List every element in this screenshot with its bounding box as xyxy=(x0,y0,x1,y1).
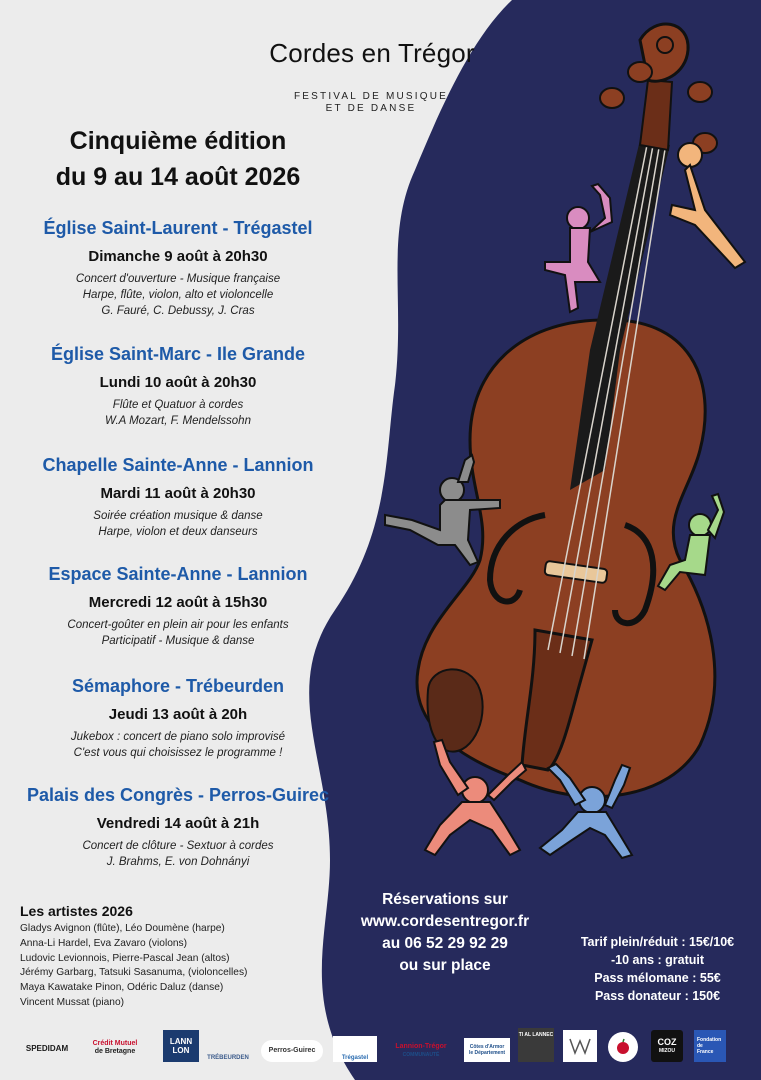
venue-name: Espace Sainte-Anne - Lannion xyxy=(48,564,308,584)
concert-date: Lundi 10 août à 20h30 xyxy=(99,374,257,391)
tregastel-logo xyxy=(333,1036,377,1062)
edition-dates: du 9 au 14 août 2026 xyxy=(55,163,301,191)
price-line: Tarif plein/réduit : 15€/10€ xyxy=(580,935,735,949)
price-line: -10 ans : gratuit xyxy=(610,953,705,967)
artist-line: Anna-Li Hardel, Eva Zavaro (violons) xyxy=(20,937,188,949)
concert-date: Jeudi 13 août à 20h xyxy=(108,706,248,723)
peg xyxy=(600,88,624,108)
lannion-tregor-label: Lannion-Trégor xyxy=(395,1043,447,1050)
festival-subtitle-line: FESTIVAL DE MUSIQUE xyxy=(293,91,449,102)
edition-heading: Cinquième édition xyxy=(69,127,287,155)
artist-line: Vincent Mussat (piano) xyxy=(20,996,125,1008)
concert-description: Flûte et Quatuor à cordes xyxy=(112,399,244,411)
monogram-icon xyxy=(568,1037,592,1055)
cotes-armor-label: le Département xyxy=(468,1050,506,1056)
lannion-logo xyxy=(163,1030,199,1062)
spedidam-label: SPEDIDAM xyxy=(25,1044,69,1053)
lannion-label: LON xyxy=(172,1046,190,1055)
concert-block xyxy=(10,217,346,319)
cotes-armor-logo xyxy=(464,1038,510,1062)
concert-date: Mardi 11 août à 20h30 xyxy=(100,485,256,502)
artist-line: Ludovic Levionnois, Pierre-Pascal Jean (altos) xyxy=(20,952,230,964)
concert-description: Participatif - Musique & danse xyxy=(101,635,255,647)
partner-round-logo xyxy=(608,1032,638,1062)
coz-mizou-label: COZ xyxy=(657,1037,677,1047)
lannion-tregor-label: COMMUNAUTÉ xyxy=(402,1052,440,1058)
concert-description: J. Brahms, E. von Dohnányi xyxy=(106,856,250,868)
ti-al-lannec-label: TI AL LANNEC xyxy=(518,1032,554,1038)
venue-name: Sémaphore - Trébeurden xyxy=(71,676,285,696)
concert-description: G. Fauré, C. Debussy, J. Cras xyxy=(101,305,255,317)
concert-block xyxy=(10,784,346,870)
artist-line: Maya Kawatake Pinon, Odéric Daluz (danse) xyxy=(20,982,224,994)
partner-monogram-logo xyxy=(563,1030,597,1062)
peg xyxy=(628,62,652,82)
concert-description: Concert d'ouverture - Musique française xyxy=(75,273,281,285)
sponsor-logos xyxy=(0,1022,761,1072)
concert-description: Soirée création musique & danse xyxy=(93,510,263,522)
tregastel-label: Trégastel xyxy=(341,1055,369,1061)
fondation-label: France xyxy=(697,1049,714,1055)
reservations-onsite: ou sur place xyxy=(399,957,491,974)
concert-description: Concert de clôture - Sextuor à cordes xyxy=(82,840,274,852)
venue-name: Chapelle Sainte-Anne - Lannion xyxy=(42,455,314,475)
credit-mutuel-logo xyxy=(84,1034,146,1062)
artists-section xyxy=(20,903,320,1011)
cotes-armor-label: Côtes d'Armor xyxy=(469,1044,505,1050)
trebeurden-logo xyxy=(208,1030,248,1062)
lannion-label: LANN xyxy=(169,1037,193,1046)
credit-mutuel-label: de Bretagne xyxy=(94,1048,136,1055)
phone-number[interactable]: au 06 52 29 92 29 xyxy=(382,935,508,952)
perros-label: Perros-Guirec xyxy=(268,1047,316,1054)
artist-line: Gladys Avignon (flûte), Léo Doumène (harpe) xyxy=(20,923,225,934)
venue-name: Église Saint-Laurent - Trégastel xyxy=(43,218,313,238)
concert-block xyxy=(10,563,346,649)
concert-block xyxy=(10,454,346,540)
concert-date: Mercredi 12 août à 15h30 xyxy=(88,594,268,611)
perros-guirec-logo xyxy=(261,1040,323,1062)
price-line: Pass mélomane : 55€ xyxy=(594,971,721,985)
peg xyxy=(688,82,712,102)
coz-mizou-label: MIZOU xyxy=(658,1048,676,1054)
concert-description: W.A Mozart, F. Mendelssohn xyxy=(105,415,251,427)
concert-description: Harpe, flûte, violon, alto et violoncelle xyxy=(82,289,274,301)
festival-subtitle-line: ET DE DANSE xyxy=(325,103,417,114)
concert-block xyxy=(10,675,346,761)
ti-al-lannec-logo xyxy=(518,1028,554,1062)
price-line: Pass donateur : 150€ xyxy=(594,989,721,1003)
fondation-label: de xyxy=(697,1043,703,1049)
fondation-de-france-logo xyxy=(694,1030,726,1062)
fondation-label: Fondation xyxy=(697,1037,722,1043)
spedidam-logo xyxy=(20,1036,74,1062)
reservations-block xyxy=(335,889,555,977)
apple-icon xyxy=(614,1038,632,1056)
festival-logo-subtitle xyxy=(292,91,450,115)
concert-date: Vendredi 14 août à 21h xyxy=(96,815,260,832)
concert-description: Jukebox : concert de piano solo improvisé xyxy=(70,731,286,743)
venue-name: Palais des Congrès - Perros-Guirec xyxy=(26,785,330,805)
concert-description: Concert-goûter en plein air pour les enfants xyxy=(67,619,289,631)
trebeurden-label: TRÉBEURDEN xyxy=(207,1055,249,1061)
concert-description: Harpe, violon et deux danseurs xyxy=(98,526,258,538)
concert-block xyxy=(10,343,346,429)
pricing-block xyxy=(565,933,750,1005)
reservations-title: Réservations sur xyxy=(382,891,508,908)
festival-logo-title: Cordes en Trégor xyxy=(269,38,475,68)
concert-date: Dimanche 9 août à 20h30 xyxy=(88,248,268,265)
website-link[interactable]: www.cordesentregor.fr xyxy=(360,913,530,930)
artist-line: Jérémy Garbarg, Tatsuki Sasanuma, (violoncelles) xyxy=(20,967,248,979)
concert-description: C'est vous qui choisissez le programme ! xyxy=(73,747,283,759)
coz-mizou-logo xyxy=(651,1030,683,1062)
credit-mutuel-label: Crédit Mutuel xyxy=(92,1040,138,1047)
lannion-tregor-logo xyxy=(386,1040,456,1062)
artists-title: Les artistes 2026 xyxy=(20,903,133,919)
venue-name: Église Saint-Marc - Ile Grande xyxy=(50,344,306,364)
